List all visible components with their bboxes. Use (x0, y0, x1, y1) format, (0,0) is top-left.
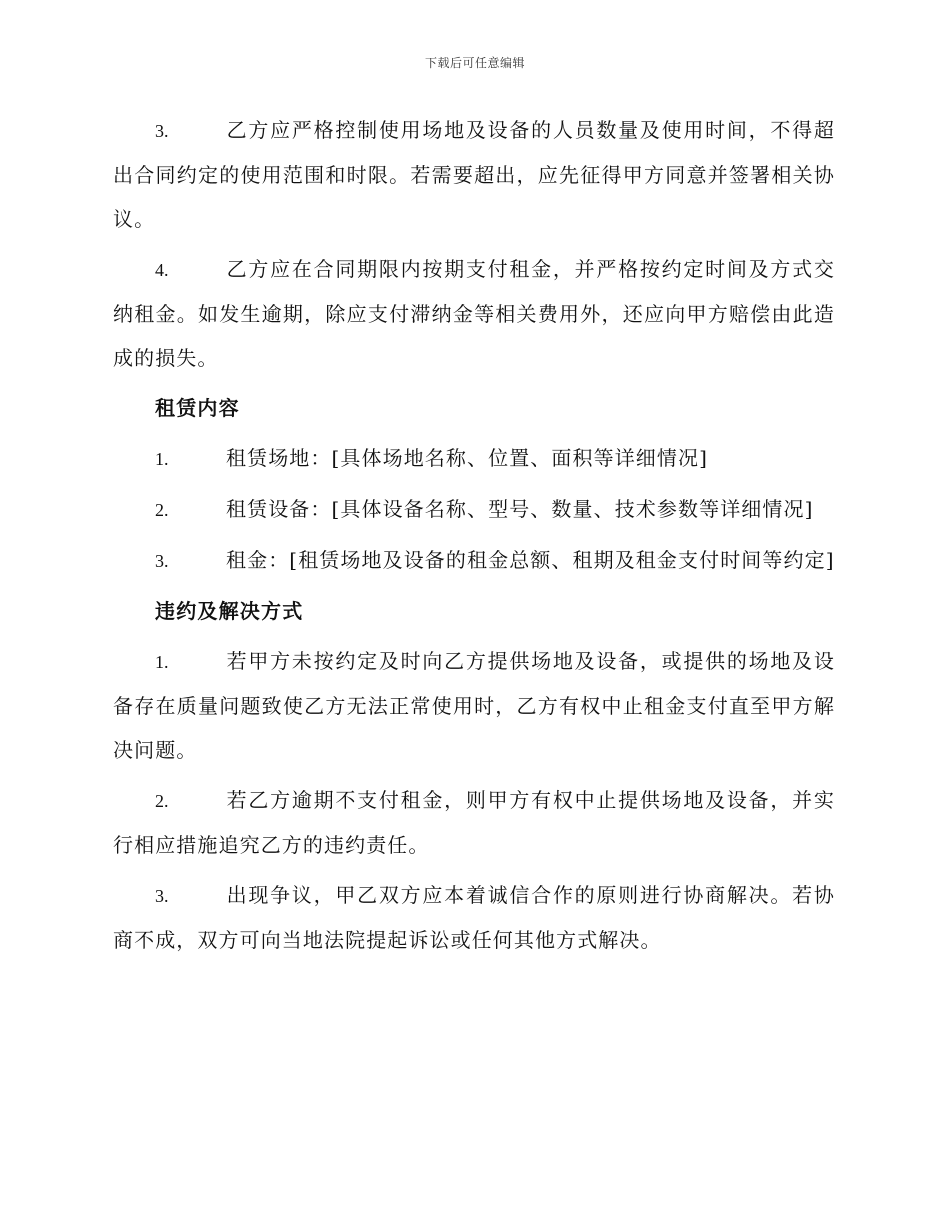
clause-number: 2. (155, 791, 169, 811)
clause-text: 租赁场地：[具体场地名称、位置、面积等详细情况] (226, 446, 709, 470)
clause-text: 乙方应严格控制使用场地及设备的人员数量及使用时间，不得超出合同约定的使用范围和时限。若需要超出，应先征得甲方同意并签署相关协议。 (113, 118, 835, 231)
clause-text: 乙方应在合同期限内按期支付租金，并严格按约定时间及方式交纳租金。如发生逾期，除应支付滞纳金等相关费用外，还应向甲方赔偿由此造成的损失。 (113, 257, 835, 370)
clause-number: 4. (155, 260, 169, 280)
dispute-resolution-clause (113, 873, 835, 962)
clause-number: 3. (155, 551, 169, 571)
section-heading-lease-content: 租赁内容 (155, 396, 240, 420)
clause-text: 租金：[租赁场地及设备的租金总额、租期及租金支付时间等约定] (226, 548, 835, 572)
lease-item-rent (113, 538, 835, 583)
clause-number: 3. (155, 121, 169, 141)
clause-number: 2. (155, 500, 169, 520)
document-body (113, 108, 835, 968)
clause-number: 1. (155, 652, 169, 672)
clause-text: 若甲方未按约定及时向乙方提供场地及设备，或提供的场地及设备存在质量问题致使乙方无法正常使用时，乙方有权中止租金支付直至甲方解决问题。 (113, 649, 835, 762)
clause-number: 1. (155, 449, 169, 469)
clause-text: 租赁设备：[具体设备名称、型号、数量、技术参数等详细情况] (226, 497, 814, 521)
section-heading-breach-resolution: 违约及解决方式 (155, 599, 304, 623)
breach-clause-lessee (113, 778, 835, 867)
page-header: 下载后可任意编辑 (424, 56, 525, 70)
clause-4-rent-payment (113, 247, 835, 380)
clause-text: 若乙方逾期不支付租金，则甲方有权中止提供场地及设备，并实行相应措施追究乙方的违约责任。 (113, 788, 835, 857)
clause-number: 3. (155, 886, 169, 906)
lease-item-venue (113, 436, 835, 481)
clause-text: 出现争议，甲乙双方应本着诚信合作的原则进行协商解决。若协商不成，双方可向当地法院提起诉讼或任何其他方式解决。 (113, 883, 835, 952)
clause-3-usage-limits (113, 108, 835, 241)
lease-item-equipment (113, 487, 835, 532)
breach-clause-lessor (113, 639, 835, 772)
